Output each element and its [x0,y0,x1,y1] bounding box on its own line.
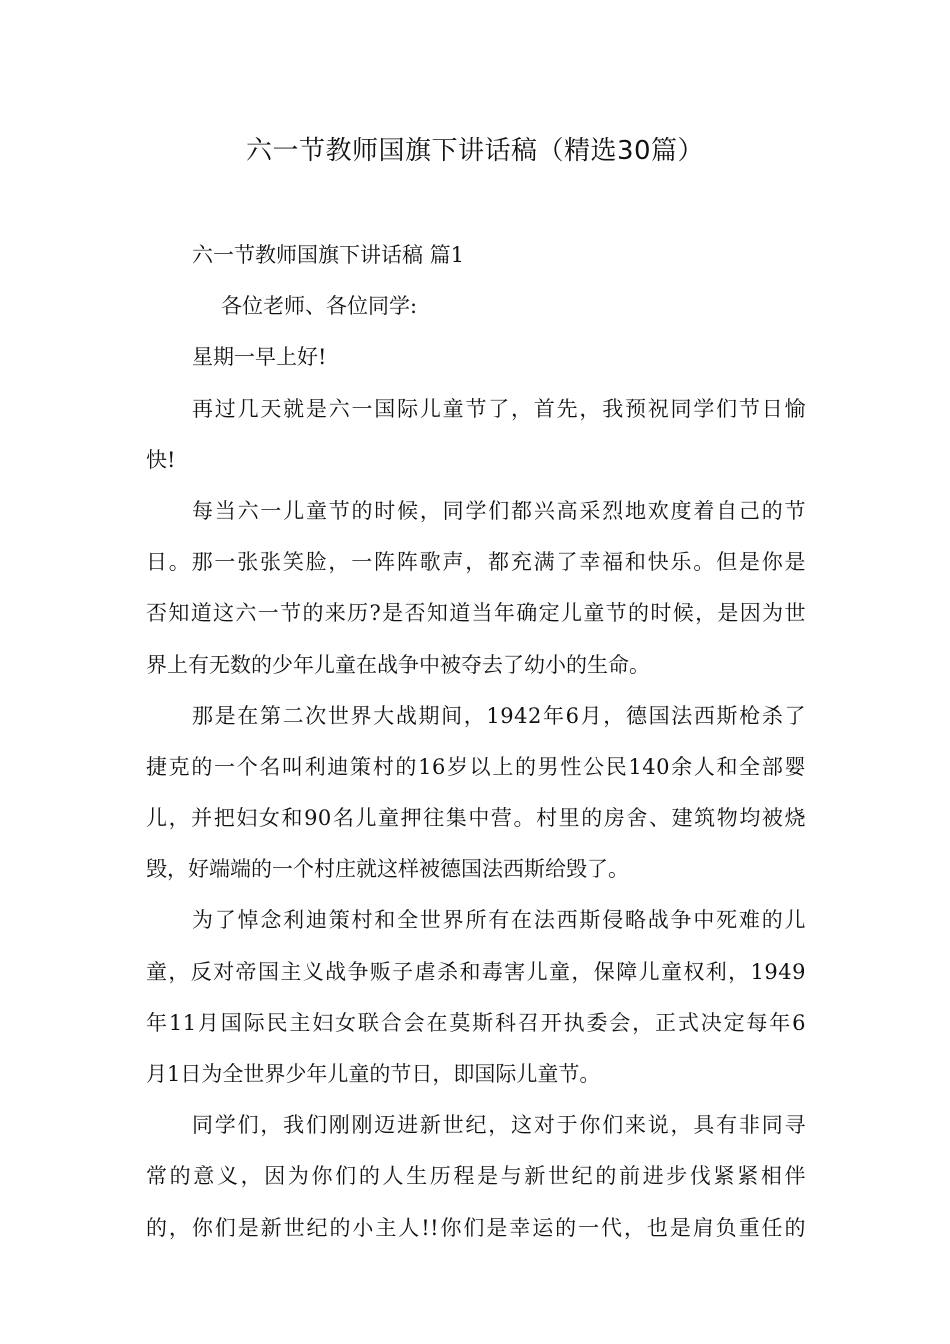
paragraph-2-line: 每当六一儿童节的时候，同学们都兴高采烈地欢度着自己的节 [192,498,806,523]
paragraph-4-line: 为了悼念利迪策村和全世界所有在法西斯侵略战争中死难的儿 [192,908,806,933]
paragraph-2-line: 界上有无数的少年儿童在战争中被夺去了幼小的生命。 [146,652,650,677]
paragraph-4-line: 年11月国际民主妇女联合会在莫斯科召开执委会，正式决定每年6 [146,1010,806,1035]
paragraph-1-line: 快! [146,447,176,472]
paragraph-5-line: 常的意义，因为你们的人生历程是与新世纪的前进步伐紧紧相伴 [146,1164,806,1189]
paragraph-3-line: 捷克的一个名叫利迪策村的16岁以上的男性公民140余人和全部婴 [146,754,806,779]
greeting-line: 各位老师、各位同学: [221,294,418,319]
paragraph-1-line: 再过几天就是六一国际儿童节了，首先，我预祝同学们节日愉 [192,396,806,421]
morning-line: 星期一早上好! [192,345,327,370]
document-body [146,230,806,1254]
paragraph-5-line: 同学们，我们刚刚迈进新世纪，这对于你们来说，具有非同寻 [192,1113,806,1138]
paragraph-4-line: 童，反对帝国主义战争贩子虐杀和毒害儿童，保障儿童权利，1949 [146,959,806,984]
paragraph-2-line: 日。那一张张笑脸，一阵阵歌声，都充满了幸福和快乐。但是你是 [146,550,806,575]
paragraph-3-line: 毁，好端端的一个村庄就这样被德国法西斯给毁了。 [146,857,629,882]
document-title: 六一节教师国旗下讲话稿（精选30篇） [245,136,705,166]
section-heading: 六一节教师国旗下讲话稿 篇1 [192,243,465,267]
paragraph-2-line: 否知道这六一节的来历?是否知道当年确定儿童节的时候，是因为世 [146,601,806,626]
paragraph-3-line: 儿，并把妇女和90名儿童押往集中营。村里的房舍、建筑物均被烧 [146,806,806,831]
paragraph-5-line: 的，你们是新世纪的小主人!!你们是幸运的一代，也是肩负重任的 [146,1215,806,1240]
paragraph-4-line: 月1日为全世界少年儿童的节日，即国际儿童节。 [146,1062,601,1086]
paragraph-3-line: 那是在第二次世界大战期间，1942年6月，德国法西斯枪杀了 [192,703,806,728]
